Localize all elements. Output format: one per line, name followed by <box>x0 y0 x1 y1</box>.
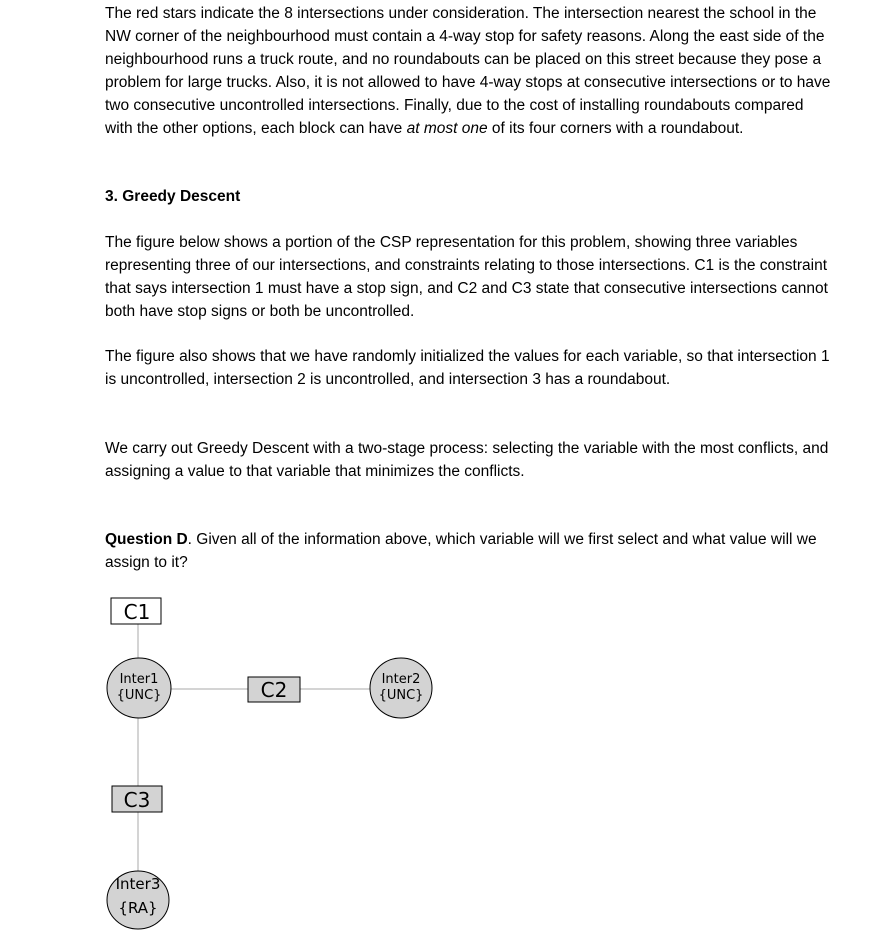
variable-inter2 <box>370 658 432 718</box>
intro-emphasis: at most one <box>406 120 488 137</box>
constraint-c2 <box>248 677 300 702</box>
intro-text: The red stars indicate the 8 intersections under consideration. The intersection nearest the school in the NW corner of the neighbourhood must contain a 4-way stop for safety reasons. Along the east side of the neighbourhood runs a truck route, and no roundabouts can be placed on this street because they pose a problem for large trucks. Also, it is not allowed to have 4-way stops at consecutive intersections or to have two consecutive uncontrolled intersections. Finally, due to the cost of installing roundabouts compared with the other options, each block can have <box>105 5 831 137</box>
figure-description: The figure below shows a portion of the CSP representation for this problem, showing three variables representing three of our intersections, and constraints relating to those intersections. C1 is the constraint that says intersection 1 must have a stop sign, and C2 and C3 state that consecutive intersections cannot both have stop signs or both be uncontrolled. <box>105 234 828 320</box>
intro-end-text: of its four corners with a roundabout. <box>491 120 744 137</box>
question-text: . Given all of the information above, which variable will we first select and what value will we assign to it? <box>105 531 817 571</box>
constraint-c2-label: C2 <box>260 678 288 702</box>
variable-inter2-value: {UNC} <box>378 688 424 703</box>
constraint-c3-label: C3 <box>123 788 151 812</box>
constraint-c1 <box>111 598 161 624</box>
question-label: Question D <box>105 531 188 548</box>
variable-inter1 <box>107 658 171 718</box>
variable-inter1-name: Inter1 <box>119 672 159 687</box>
variable-inter3-value: {RA} <box>118 899 158 917</box>
constraint-c1-label: C1 <box>123 600 151 624</box>
variable-inter1-value: {UNC} <box>116 688 162 703</box>
section-heading: 3. Greedy Descent <box>105 188 241 205</box>
initialization-description: The figure also shows that we have randomly initialized the values for each variable, so that intersection 1 is uncontrolled, intersection 2 is uncontrolled, and intersection 3 has a roundabout. <box>105 348 830 388</box>
variable-inter2-name: Inter2 <box>381 672 421 687</box>
constraint-c3 <box>112 786 162 812</box>
variable-inter3-name: Inter3 <box>115 875 161 893</box>
process-description: We carry out Greedy Descent with a two-stage process: selecting the variable with the most conflicts, and assigning a value to that variable that minimizes the conflicts. <box>105 440 829 480</box>
variable-inter3 <box>107 871 169 929</box>
